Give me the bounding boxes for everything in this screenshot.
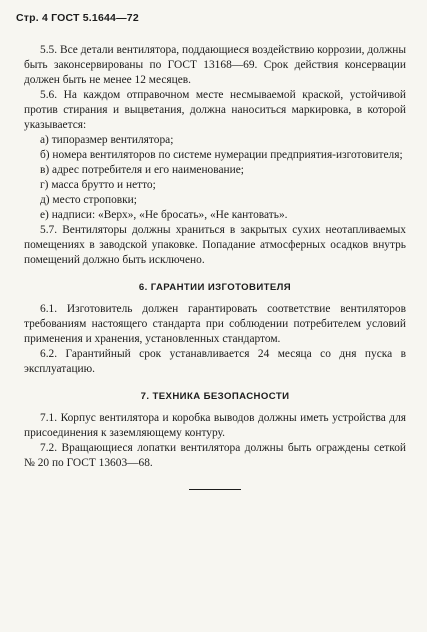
paragraph-5-7: 5.7. Вентиляторы должны храниться в закрытых сухих неотапливаемых помещениях в заводской упаковке. Попадание атмосферных осадков внутрь помещений должно быть исключено. — [24, 224, 406, 266]
paragraph-7-1: 7.1. Корпус вентилятора и коробка выводов должны иметь устройства для присоединения к заземляющему контуру. — [24, 412, 406, 439]
paragraph-6-1: 6.1. Изготовитель должен гарантировать соответствие вентиляторов требованиям настоящего стандарта при соблюдении потребителем условий применения и хранения, установленных стандартом. — [24, 303, 406, 345]
page-header: Стр. 4 ГОСТ 5.1644—72 — [16, 12, 139, 24]
paragraph-7-2: 7.2. Вращающиеся лопатки вентилятора должны быть ограждены сеткой № 20 по ГОСТ 13603—68. — [24, 442, 406, 469]
list-item: е) надписи: «Верх», «Не бросать», «Не кантовать». — [40, 209, 288, 221]
list-item: в) адрес потребителя и его наименование; — [40, 164, 244, 176]
section-7-heading: 7. ТЕХНИКА БЕЗОПАСНОСТИ — [140, 391, 290, 402]
paragraph-6-2: 6.2. Гарантийный срок устанавливается 24 месяца со дня пуска в эксплуатацию. — [24, 348, 406, 375]
paragraph-5-6: 5.6. На каждом отправочном месте несмываемой краской, устойчивой против стирания и выцветания, должна наноситься маркировка, в которой указывается: — [24, 89, 406, 131]
list-item: б) номера вентиляторов по системе нумерации предприятия-изготовителя; — [40, 149, 403, 161]
end-rule — [189, 489, 241, 490]
list-item: д) место строповки; — [40, 194, 137, 206]
list-item: а) типоразмер вентилятора; — [40, 134, 174, 146]
document-body — [24, 43, 406, 490]
section-6-heading: 6. ГАРАНТИИ ИЗГОТОВИТЕЛЯ — [138, 282, 292, 293]
list-item: г) масса брутто и нетто; — [40, 179, 156, 191]
paragraph-5-5: 5.5. Все детали вентилятора, поддающиеся воздействию коррозии, должны быть законсервированы по ГОСТ 13168—69. Срок действия консервации должен быть не менее 12 месяцев. — [24, 44, 406, 86]
